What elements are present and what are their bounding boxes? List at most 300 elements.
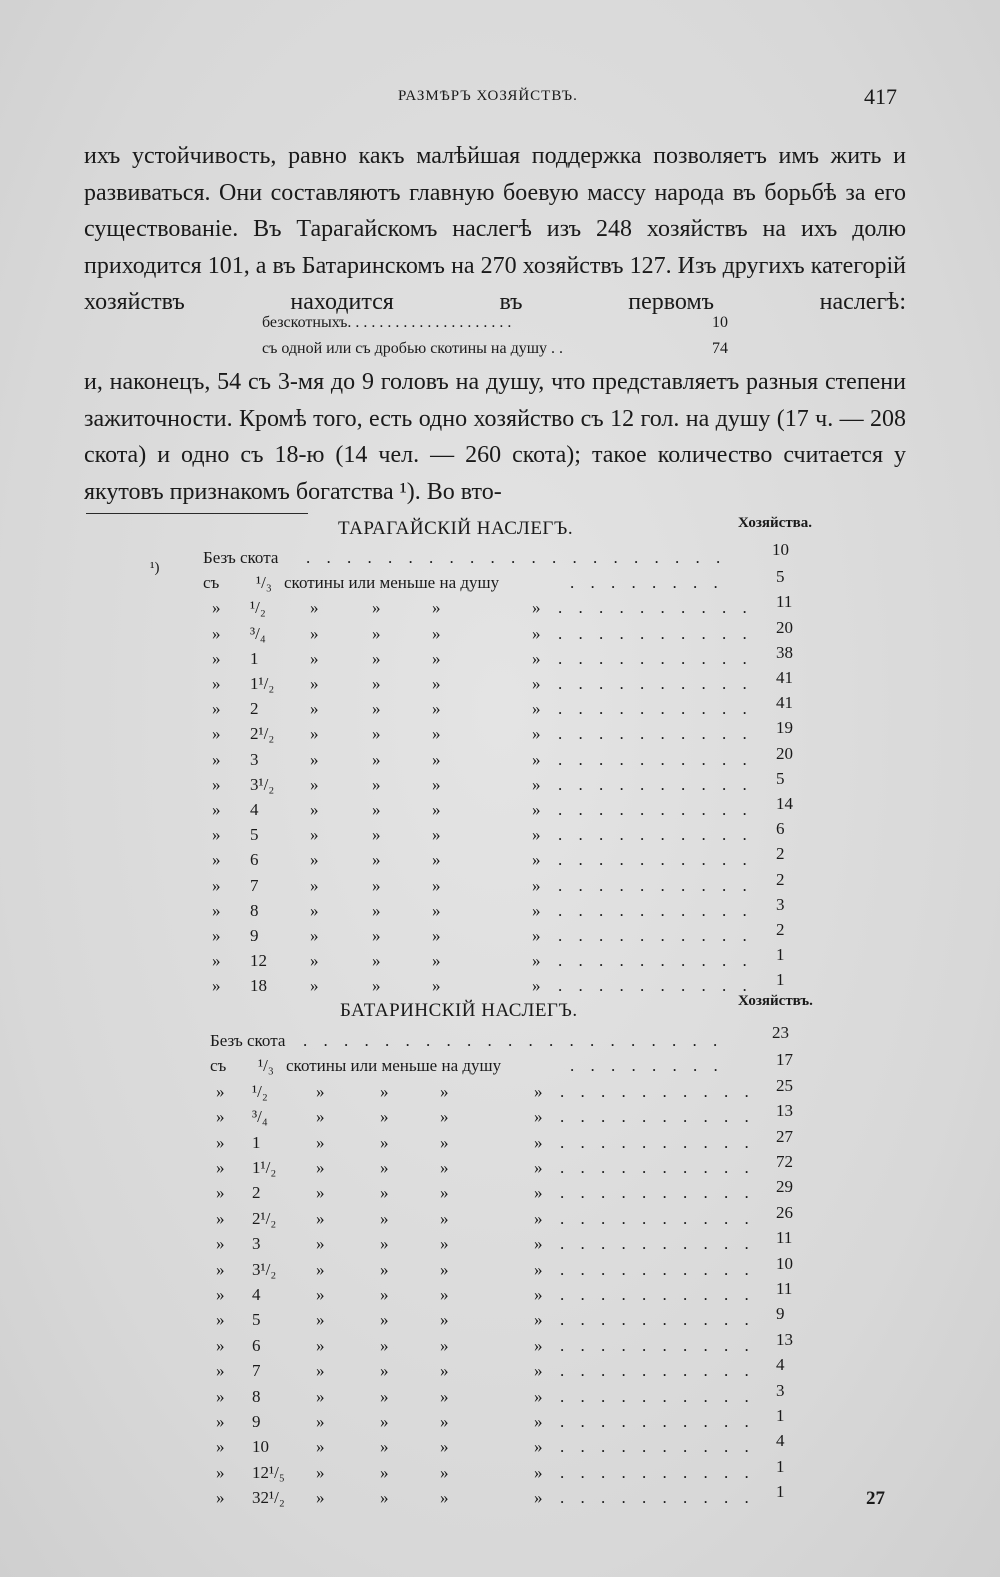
ditto-mark: » <box>532 976 541 996</box>
leader-dots: . . . . . . . . . . <box>560 1437 755 1457</box>
ditto-mark: » <box>316 1285 325 1304</box>
ditto-mark: » <box>372 951 381 971</box>
ditto-mark: » <box>432 774 441 794</box>
row-amount: ¹/₂ <box>252 1081 268 1101</box>
ditto-mark: » <box>316 1361 325 1381</box>
row-value: 25 <box>776 1075 793 1095</box>
ditto-mark: » <box>212 774 221 794</box>
ditto-mark: » <box>534 1183 543 1203</box>
ditto-mark: » <box>310 976 319 996</box>
leader-dots: . . . . . . . . . . <box>560 1259 755 1279</box>
table-row <box>0 768 1000 800</box>
ditto-mark: » <box>532 674 541 693</box>
ditto-mark: » <box>380 1412 389 1431</box>
ditto-mark: » <box>216 1462 225 1482</box>
ditto-mark: » <box>216 1259 225 1279</box>
ditto-mark: » <box>310 875 319 895</box>
column-header: Хозяйствъ. <box>738 993 813 1009</box>
ditto-mark: » <box>372 598 381 618</box>
inline-list-value: 74 <box>712 340 728 357</box>
row-amount: 2¹/₂ <box>252 1208 277 1228</box>
row-value: 13 <box>776 1329 793 1349</box>
leader-dots: . . . . . . . . . . <box>560 1234 755 1254</box>
ditto-mark: » <box>532 648 541 668</box>
ditto-mark: » <box>532 926 541 945</box>
table-row <box>0 693 1000 724</box>
ditto-mark: » <box>532 825 541 845</box>
ditto-mark: » <box>534 1335 543 1355</box>
row-prefix: съ <box>203 573 220 593</box>
ditto-mark: » <box>372 774 381 794</box>
ditto-mark: » <box>372 623 381 643</box>
table-row <box>0 1075 1000 1107</box>
row-fraction: ¹/₃ <box>256 573 272 593</box>
leader-dots: . . . . . . . . . . <box>560 1310 755 1330</box>
table-row <box>0 540 1000 573</box>
ditto-mark: » <box>432 825 441 845</box>
table-row <box>0 668 1000 699</box>
row-value: 10 <box>776 1253 793 1273</box>
ditto-mark: » <box>534 1081 543 1101</box>
ditto-mark: » <box>380 1183 389 1203</box>
row-value: 20 <box>776 743 793 763</box>
row-value: 2 <box>776 920 785 939</box>
row-value: 1 <box>776 1482 785 1502</box>
row-amount: ³/₄ <box>250 623 266 643</box>
ditto-mark: » <box>534 1310 543 1330</box>
ditto-mark: » <box>216 1234 225 1254</box>
ditto-mark: » <box>534 1208 543 1228</box>
ditto-mark: » <box>534 1462 543 1482</box>
table-row <box>0 1152 1000 1183</box>
row-value: 5 <box>776 768 785 788</box>
row-amount: 6 <box>252 1335 261 1355</box>
ditto-mark: » <box>532 623 541 643</box>
ditto-mark: » <box>432 875 441 895</box>
ditto-mark: » <box>440 1158 449 1177</box>
ditto-mark: » <box>440 1259 449 1279</box>
ditto-mark: » <box>212 976 221 996</box>
ditto-mark: » <box>212 648 221 668</box>
row-value: 14 <box>776 794 793 813</box>
ditto-mark: » <box>532 724 541 744</box>
ditto-mark: » <box>316 1335 325 1355</box>
row-value: 13 <box>776 1101 793 1121</box>
ditto-mark: » <box>316 1412 325 1431</box>
leader-dots: . . . . . . . . . . <box>558 951 753 971</box>
paragraph-1 <box>84 138 906 321</box>
ditto-mark: » <box>432 724 441 744</box>
ditto-mark: » <box>216 1437 225 1457</box>
ditto-mark: » <box>432 800 441 819</box>
row-value: 3 <box>776 1380 785 1400</box>
ditto-mark: » <box>212 724 221 744</box>
ditto-mark: » <box>532 598 541 618</box>
ditto-mark: » <box>534 1234 543 1254</box>
ditto-mark: » <box>440 1208 449 1228</box>
page-number: 417 <box>864 84 897 109</box>
ditto-mark: » <box>310 648 319 668</box>
row-value: 17 <box>776 1050 793 1070</box>
table-row <box>0 1431 1000 1462</box>
leader-dots: . . . . . . . . <box>570 573 724 593</box>
row-value: 1 <box>776 970 785 990</box>
table-row <box>0 592 1000 623</box>
table-heading: ТАРАГАЙСКІЙ НАСЛЕГЪ. <box>338 518 574 539</box>
table-row <box>0 894 1000 926</box>
row-label: Безъ скота <box>210 1031 286 1050</box>
row-amount: 12 <box>250 951 267 971</box>
paragraph-1-text: ихъ устойчивость, равно какъ малѣйшая поддержка позволяетъ имъ жить и развиваться. Они составляютъ главную боевую массу народа въ борьбѣ за его существованіе. Въ Тарагайскомъ наслегѣ изъ 248 хозяйствъ на ихъ долю приходится 101, а въ Батаринскомъ на 270 хозяйствъ 127. Изъ другихъ категорій хозяйствъ находится въ первомъ наслегѣ: <box>84 143 906 315</box>
ditto-mark: » <box>372 900 381 920</box>
table-row <box>0 869 1000 901</box>
table-row <box>0 1101 1000 1132</box>
table-row <box>0 1380 1000 1412</box>
ditto-mark: » <box>372 825 381 845</box>
table-row <box>0 1126 1000 1158</box>
table-heading: БАТАРИНСКІЙ НАСЛЕГЪ. <box>340 1000 578 1021</box>
row-amount: 7 <box>252 1361 261 1381</box>
ditto-mark: » <box>432 598 441 618</box>
ditto-mark: » <box>440 1183 449 1203</box>
ditto-mark: » <box>372 850 381 870</box>
ditto-mark: » <box>440 1462 449 1482</box>
ditto-mark: » <box>440 1386 449 1406</box>
row-amount: 3¹/₂ <box>250 774 275 794</box>
row-amount: 5 <box>252 1310 261 1330</box>
ditto-mark: » <box>440 1107 449 1127</box>
table-row <box>0 1329 1000 1361</box>
ditto-mark: » <box>380 1361 389 1381</box>
table-row <box>0 1406 1000 1437</box>
leader-dots: . . . . . . . . . . <box>560 1285 755 1304</box>
inline-list-label: съ одной или съ дробью скотины на душу . . <box>262 340 564 357</box>
table-row <box>0 844 1000 875</box>
table-row <box>0 1482 1000 1513</box>
row-amount: ³/₄ <box>252 1107 268 1127</box>
leader-dots: . . . . . . . . . . <box>560 1183 755 1203</box>
ditto-mark: » <box>372 699 381 719</box>
leader-dots: . . . . . . . . . . <box>560 1386 755 1406</box>
row-value: 3 <box>776 894 785 914</box>
ditto-mark: » <box>432 648 441 668</box>
ditto-mark: » <box>534 1158 543 1177</box>
ditto-mark: » <box>372 674 381 693</box>
row-amount: 2 <box>252 1183 261 1203</box>
row-value: 11 <box>776 592 793 612</box>
ditto-mark: » <box>380 1386 389 1406</box>
row-amount: 6 <box>250 850 259 870</box>
ditto-mark: » <box>380 1234 389 1254</box>
ditto-mark: » <box>316 1437 325 1457</box>
ditto-mark: » <box>432 900 441 920</box>
ditto-mark: » <box>534 1285 543 1304</box>
ditto-mark: » <box>212 850 221 870</box>
ditto-mark: » <box>216 1158 225 1177</box>
ditto-mark: » <box>432 976 441 996</box>
ditto-mark: » <box>216 1361 225 1381</box>
ditto-mark: » <box>310 598 319 618</box>
ditto-mark: » <box>216 1183 225 1203</box>
ditto-mark: » <box>310 674 319 693</box>
row-amount: 2¹/₂ <box>250 724 275 744</box>
ditto-mark: » <box>310 724 319 744</box>
leader-dots: . . . . . . . . . . <box>558 850 753 870</box>
row-value: 9 <box>776 1304 785 1324</box>
leader-dots: . . . . . . . . . . <box>560 1335 755 1355</box>
ditto-mark: » <box>532 774 541 794</box>
paragraph-2-text: и, наконецъ, 54 съ 3-мя до 9 головъ на душу, что представляетъ разныя степени зажиточности. Кромѣ того, есть одно хозяйство съ 12 гол. на душу (17 ч. — 208 скота) и одно съ 18-ю (14 чел. — 260 скота); такое количество считается у якутовъ признакомъ богатства ¹). Во вто- <box>84 369 906 505</box>
row-amount: 8 <box>250 900 259 920</box>
row-amount: 1 <box>250 648 259 668</box>
table-row <box>0 1456 1000 1488</box>
ditto-mark: » <box>534 1386 543 1406</box>
row-amount: 7 <box>250 875 259 895</box>
ditto-mark: » <box>440 1285 449 1304</box>
row-value: 11 <box>776 1279 793 1298</box>
row-value: 1 <box>776 945 785 965</box>
ditto-mark: » <box>212 875 221 895</box>
row-label: Безъ скота <box>203 548 279 567</box>
row-amount: 1 <box>252 1132 261 1152</box>
ditto-mark: » <box>440 1132 449 1152</box>
signature-mark: 27 <box>866 1488 885 1509</box>
row-value: 20 <box>776 617 793 637</box>
row-amount: 3 <box>250 749 259 769</box>
row-amount: 3¹/₂ <box>252 1259 277 1279</box>
ditto-mark: » <box>432 926 441 945</box>
ditto-mark: » <box>432 850 441 870</box>
row-amount: ¹/₂ <box>250 598 266 618</box>
table-row <box>0 1023 1000 1056</box>
table-row <box>0 1304 1000 1335</box>
ditto-mark: » <box>440 1310 449 1330</box>
ditto-mark: » <box>212 749 221 769</box>
ditto-mark: » <box>316 1208 325 1228</box>
row-amount: 32¹/₂ <box>252 1488 285 1508</box>
row-value: 10 <box>772 540 789 559</box>
ditto-mark: » <box>216 1488 225 1508</box>
ditto-mark: » <box>310 951 319 971</box>
row-amount: 3 <box>252 1234 261 1254</box>
ditto-mark: » <box>310 900 319 920</box>
table-row <box>0 743 1000 775</box>
ditto-mark: » <box>212 825 221 845</box>
ditto-mark: » <box>216 1208 225 1228</box>
leader-dots: . . . . . . . . . . <box>560 1208 755 1228</box>
ditto-mark: » <box>380 1335 389 1355</box>
table-row <box>0 1253 1000 1285</box>
column-header: Хозяйства. <box>738 515 813 531</box>
leader-dots: . . . . . . . . . . <box>558 749 753 769</box>
footnote-rule <box>86 513 308 514</box>
ditto-mark: » <box>380 1259 389 1279</box>
row-value: 19 <box>776 718 793 738</box>
row-amount: 5 <box>250 825 259 845</box>
table-row <box>0 617 1000 649</box>
row-value: 2 <box>776 869 785 889</box>
row-value: 4 <box>776 1431 785 1451</box>
row-value: 4 <box>776 1355 785 1375</box>
ditto-mark: » <box>532 699 541 719</box>
ditto-mark: » <box>316 1158 325 1177</box>
ditto-mark: » <box>212 699 221 719</box>
ditto-mark: » <box>216 1412 225 1431</box>
ditto-mark: » <box>532 900 541 920</box>
row-value: 41 <box>776 693 793 713</box>
ditto-mark: » <box>212 800 221 819</box>
ditto-mark: » <box>440 1234 449 1254</box>
leader-dots: . . . . . . . . . . <box>558 648 753 668</box>
ditto-mark: » <box>432 699 441 719</box>
ditto-mark: » <box>310 749 319 769</box>
ditto-mark: » <box>440 1335 449 1355</box>
ditto-mark: » <box>532 875 541 895</box>
row-label: скотины или меньше на душу <box>286 1056 502 1076</box>
ditto-mark: » <box>316 1462 325 1482</box>
row-amount: 9 <box>252 1412 261 1431</box>
ditto-mark: » <box>440 1412 449 1431</box>
ditto-mark: » <box>212 674 221 693</box>
ditto-mark: » <box>372 648 381 668</box>
leader-dots: . . . . . . . . . . <box>560 1107 755 1127</box>
row-amount: 1¹/₂ <box>250 674 275 693</box>
table-row <box>0 920 1000 951</box>
ditto-mark: » <box>310 926 319 945</box>
table-row <box>0 1177 1000 1208</box>
ditto-mark: » <box>216 1386 225 1406</box>
row-amount: 8 <box>252 1386 261 1406</box>
ditto-mark: » <box>372 976 381 996</box>
running-head <box>0 84 1000 112</box>
leader-dots: . . . . . . . . . . <box>560 1158 755 1177</box>
leader-dots: . . . . . . . . . . <box>560 1412 755 1431</box>
ditto-mark: » <box>212 951 221 971</box>
table-row <box>0 567 1000 598</box>
ditto-mark: » <box>372 749 381 769</box>
ditto-mark: » <box>372 926 381 945</box>
ditto-mark: » <box>216 1081 225 1101</box>
ditto-mark: » <box>440 1081 449 1101</box>
row-value: 38 <box>776 642 793 662</box>
leader-dots: . . . . . . . . . . <box>558 926 753 945</box>
ditto-mark: » <box>316 1081 325 1101</box>
ditto-mark: » <box>380 1158 389 1177</box>
row-value: 1 <box>776 1406 785 1425</box>
ditto-mark: » <box>216 1285 225 1304</box>
leader-dots: . . . . . . . . . . <box>558 598 753 618</box>
table-row <box>0 1202 1000 1234</box>
ditto-mark: » <box>316 1183 325 1203</box>
table-row <box>0 1355 1000 1386</box>
table-row <box>0 1228 1000 1259</box>
row-value: 41 <box>776 668 793 687</box>
ditto-mark: » <box>316 1259 325 1279</box>
ditto-mark: » <box>432 623 441 643</box>
ditto-mark: » <box>372 724 381 744</box>
inline-list-label: безскотныхъ. . . . . . . . . . . . . . . . . . . . . <box>262 314 512 331</box>
ditto-mark: » <box>380 1310 389 1330</box>
row-value: 27 <box>776 1126 793 1146</box>
row-value: 2 <box>776 844 785 864</box>
row-amount: 4 <box>252 1285 261 1304</box>
ditto-mark: » <box>534 1437 543 1457</box>
row-fraction: ¹/₃ <box>258 1056 274 1076</box>
ditto-mark: » <box>380 1208 389 1228</box>
table-row <box>0 718 1000 749</box>
row-amount: 10 <box>252 1437 269 1457</box>
leader-dots: . . . . . . . . . . <box>558 623 753 643</box>
ditto-mark: » <box>532 749 541 769</box>
table-row <box>0 970 1000 1001</box>
row-value: 11 <box>776 1228 793 1248</box>
ditto-mark: » <box>316 1488 325 1508</box>
ditto-mark: » <box>534 1107 543 1127</box>
row-value: 29 <box>776 1177 793 1197</box>
leader-dots: . . . . . . . . . . . . . . . . . . . . . <box>303 1031 724 1050</box>
row-value: 6 <box>776 819 785 839</box>
leader-dots: . . . . . . . . . . <box>560 1488 755 1508</box>
ditto-mark: » <box>534 1412 543 1431</box>
ditto-mark: » <box>440 1437 449 1457</box>
leader-dots: . . . . . . . . . . <box>558 976 753 996</box>
leader-dots: . . . . . . . . . . <box>558 900 753 920</box>
ditto-mark: » <box>316 1107 325 1127</box>
leader-dots: . . . . . . . . . . <box>560 1462 755 1482</box>
leader-dots: . . . . . . . . . . <box>560 1081 755 1101</box>
footnote-mark: ¹) <box>150 560 160 576</box>
ditto-mark: » <box>380 1081 389 1101</box>
ditto-mark: » <box>534 1361 543 1381</box>
running-title: РАЗМѢРЪ ХОЗЯЙСТВЪ. <box>398 88 578 104</box>
ditto-mark: » <box>534 1132 543 1152</box>
ditto-mark: » <box>372 875 381 895</box>
row-amount: 2 <box>250 699 259 719</box>
leader-dots: . . . . . . . . . . <box>558 724 753 744</box>
ditto-mark: » <box>212 926 221 945</box>
row-prefix: съ <box>210 1056 227 1076</box>
ditto-mark: » <box>532 800 541 819</box>
row-amount: 18 <box>250 976 267 996</box>
inline-list-item <box>262 340 742 364</box>
leader-dots: . . . . . . . . . . <box>558 800 753 819</box>
ditto-mark: » <box>440 1361 449 1381</box>
ditto-mark: » <box>380 1285 389 1304</box>
ditto-mark: » <box>380 1437 389 1457</box>
table-row <box>0 642 1000 674</box>
row-amount: 9 <box>250 926 259 945</box>
leader-dots: . . . . . . . . . . <box>558 875 753 895</box>
ditto-mark: » <box>212 598 221 618</box>
row-value: 5 <box>776 567 785 587</box>
ditto-mark: » <box>432 749 441 769</box>
ditto-mark: » <box>310 699 319 719</box>
ditto-mark: » <box>310 774 319 794</box>
table-row <box>0 819 1000 850</box>
ditto-mark: » <box>310 825 319 845</box>
row-label: скотины или меньше на душу <box>284 573 500 593</box>
table-row <box>0 1279 1000 1310</box>
leader-dots: . . . . . . . . <box>570 1056 724 1076</box>
ditto-mark: » <box>372 800 381 819</box>
leader-dots: . . . . . . . . . . <box>558 774 753 794</box>
inline-list-item <box>262 314 742 338</box>
ditto-mark: » <box>380 1107 389 1127</box>
ditto-mark: » <box>310 850 319 870</box>
table-row <box>0 794 1000 825</box>
ditto-mark: » <box>380 1462 389 1482</box>
ditto-mark: » <box>534 1488 543 1508</box>
